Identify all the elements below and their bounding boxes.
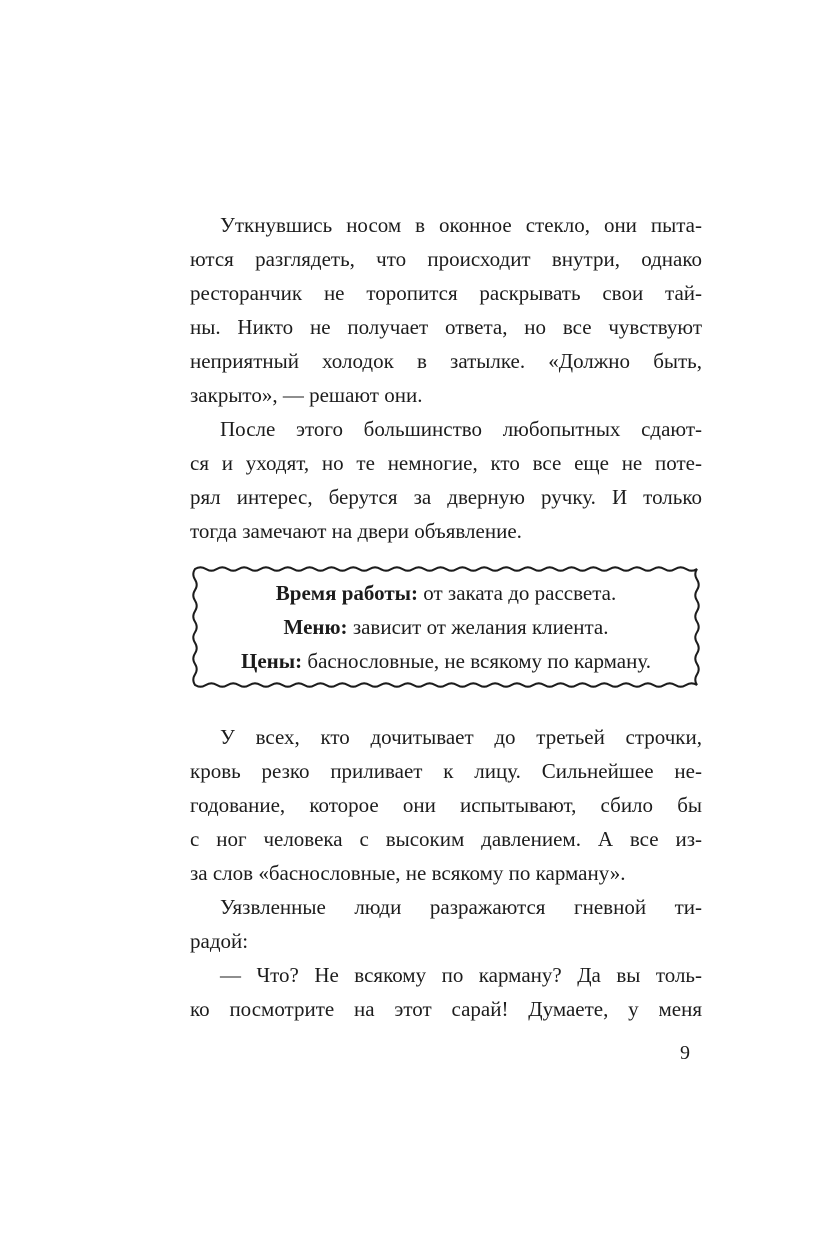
sign-text: от заката до рассвета. [418,581,617,605]
sign-label: Время работы: [275,581,419,605]
text-line: ко посмотрите на этот сарай! Думаете, у меня [190,997,702,1021]
text-line: закрыто», — решают они. [190,383,423,407]
text-line: ся и уходят, но те немногие, кто все еще не поте- [190,451,702,475]
text-line: — Что? Не всякому по карману? Да вы толь- [220,963,702,987]
paragraphs-before-sign [190,208,702,548]
text-line: неприятный холодок в затылке. «Должно быть, [190,349,702,373]
sign-line [204,576,688,610]
sign-box [190,564,702,690]
paragraph [190,890,702,958]
text-line: тогда замечают на двери объявление. [190,519,522,543]
paragraph [190,412,702,548]
sign-line [204,610,688,644]
sign-text: баснословные, не всякому по карману. [302,649,651,673]
text-line: с ног человека с высоким давлением. А все из- [190,827,702,851]
page-number: 9 [680,1042,690,1064]
paragraph [190,208,702,412]
text-line: Уязвленные люди разражаются гневной ти- [220,895,702,919]
text-line: Уткнувшись носом в оконное стекло, они пыта- [220,213,702,237]
text-line: кровь резко приливает к лицу. Сильнейшее не- [190,759,702,783]
text-line: У всех, кто дочитывает до третьей строчки, [220,725,702,749]
sign-lines [204,576,688,678]
text-line: После этого большинство любопытных сдают- [220,417,702,441]
paragraph [190,958,702,1026]
paragraphs-after-sign [190,720,702,1026]
text-line: за слов «баснословные, не всякому по карману». [190,861,626,885]
text-line: ются разглядеть, что происходит внутри, однако [190,247,702,271]
text-block [190,208,702,1066]
sign-text: зависит от желания клиента. [347,615,609,639]
text-line: рял интерес, берутся за дверную ручку. И только [190,485,702,509]
text-line: ны. Никто не получает ответа, но все чувствуют [190,315,702,339]
sign-label: Меню: [283,615,348,639]
sign-line [204,644,688,678]
text-line: ресторанчик не торопится раскрывать свои тай- [190,281,702,305]
sign-label: Цены: [241,649,303,673]
text-line: радой: [190,929,249,953]
paragraph [190,720,702,890]
text-line: годование, которое они испытывают, сбило бы [190,793,702,817]
